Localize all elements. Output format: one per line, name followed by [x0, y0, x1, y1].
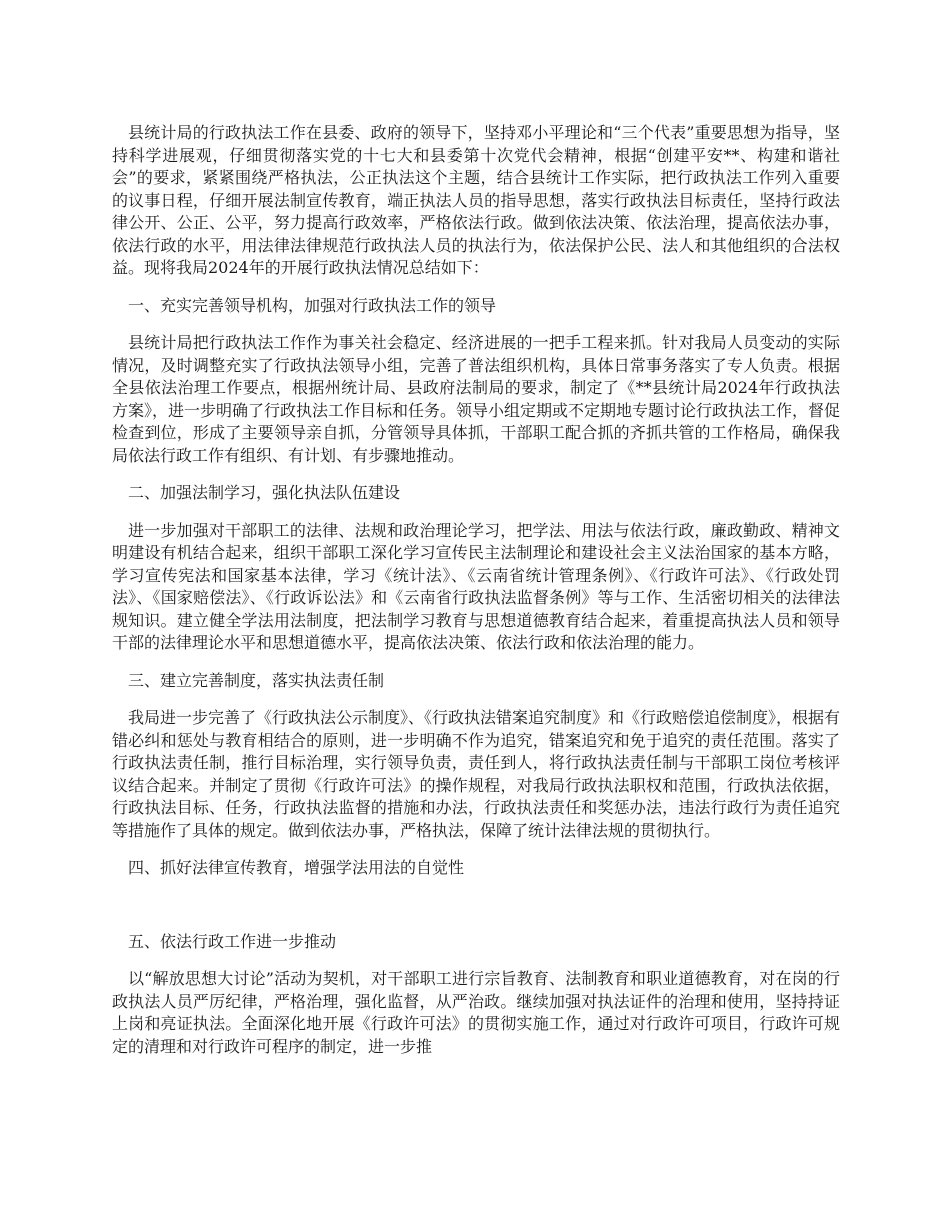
- section-3-paragraph: 我局进一步完善了《行政执法公示制度》、《行政执法错案追究制度》和《行政赔偿追偿制度》，根据有错必纠和惩处与教育相结合的原则，进一步明确不作为追究，错案追究和免于追究的责任范围。落实了行政执法责任制，推行目标治理，实行领导负责，责任到人，将行政执法责任制与干部职工岗位考核评议结合起来。并制定了贯彻《行政许可法》的操作规程，对我局行政执法职权和范围，行政执法依据，行政执法目标、任务，行政执法监督的措施和办法，行政执法责任和奖惩办法，违法行政行为责任追究等措施作了具体的规定。做到依法办事，严格执法，保障了统计法律法规的贯彻执行。: [112, 708, 841, 840]
- section-3-heading: 三、建立完善制度，落实执法责任制: [128, 670, 385, 690]
- section-1-paragraph: 县统计局把行政执法工作作为事关社会稳定、经济进展的一把手工程来抓。针对我局人员变动的实际情况，及时调整充实了行政执法领导小组，完善了普法组织机构，具体日常事务落实了专人负责。根据全县依法治理工作要点，根据州统计局、县政府法制局的要求，制定了《**县统计局2024年行政执法方案》，进一步明确了行政执法工作目标和任务。领导小组定期或不定期地专题讨论行政执法工作，督促检查到位，形成了主要领导亲自抓，分管领导具体抓，干部职工配合抓的齐抓共管的工作格局，确保我局依法行政工作有组织、有计划、有步骤地推动。: [112, 333, 841, 465]
- section-2-heading: 二、加强法制学习，强化执法队伍建设: [128, 483, 401, 502]
- section-5-heading: 五、依法行政工作进一步推动: [128, 931, 337, 951]
- intro-paragraph: 县统计局的行政执法工作在县委、政府的领导下，坚持邓小平理论和“三个代表”重要思想为指导，坚持科学进展观，仔细贯彻落实党的十七大和县委第十次党代会精神，根据“创建平安**、构建和谐社会”的要求，紧紧围绕严格执法，公正执法这个主题，结合县统计工作实际，把行政执法工作列入重要的议事日程，仔细开展法制宣传教育，端正执法人员的指导思想，落实行政执法目标责任，坚持行政法律公开、公正、公平，努力提高行政效率，严格依法行政。做到依法决策、依法治理，提高依法办事，依法行政的水平，用法律法律规范行政执法人员的执法行为，依法保护公民、法人和其他组织的合法权益。现将我局2024年的开展行政执法情况总结如下：: [112, 123, 840, 277]
- section-1-heading: 一、充实完善领导机构，加强对行政执法工作的领导: [128, 295, 497, 315]
- section-2-paragraph: 进一步加强对干部职工的法律、法规和政治理论学习，把学法、用法与依法行政，廉政勤政、精神文明建设有机结合起来，组织干部职工深化学习宣传民主法制理论和建设社会主义法治国家的基本方略，学习宣传宪法和国家基本法律，学习《统计法》、《云南省统计管理条例》、《行政许可法》、《行政处罚法》、《国家赔偿法》、《行政诉讼法》和《云南省行政执法监督条例》等与工作、生活密切相关的法律法规知识。建立健全学法用法制度，把法制学习教育与思想道德教育结合起来，着重提高执法人员和领导干部的法律理论水平和思想道德水平，提高依法决策、依法行政和依法治理的能力。: [112, 520, 840, 652]
- document-body: [112, 122, 840, 1073]
- section-5-paragraph: 以“解放思想大讨论”活动为契机，对干部职工进行宗旨教育、法制教育和职业道德教育，对在岗的行政执法人员严厉纪律，严格治理，强化监督，从严治政。继续加强对执法证件的治理和使用，坚持持证上岗和亮证执法。全面深化地开展《行政许可法》的贯彻实施工作，通过对行政许可项目，行政许可规定的清理和对行政许可程序的制定，进一步推: [112, 969, 840, 1056]
- section-4-empty-space: [112, 895, 840, 931]
- section-4-heading: 四、抓好法律宣传教育，增强学法用法的自觉性: [128, 858, 465, 877]
